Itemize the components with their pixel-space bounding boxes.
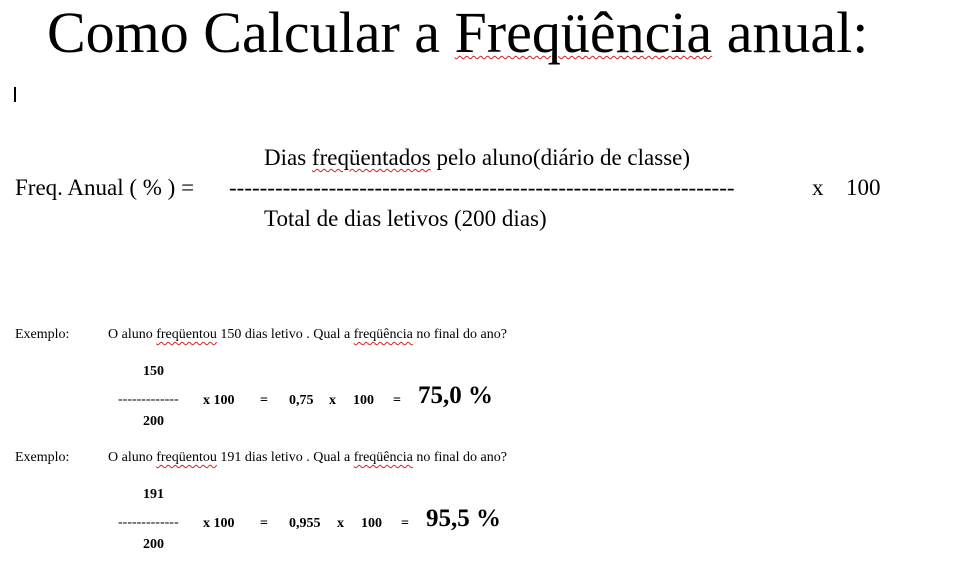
example-hundred: 100 [361, 516, 382, 531]
example-question [108, 326, 507, 344]
question-text: 150 dias letivo . Qual a [216, 327, 354, 342]
example-equals: = [393, 393, 401, 408]
page-title [47, 0, 868, 66]
example-times: x [337, 516, 344, 531]
example-ratio: 0,955 [289, 516, 321, 531]
formula-numerator [264, 143, 690, 173]
example-ratio: 0,75 [289, 393, 314, 408]
formula-numerator-start: Dias [264, 145, 312, 170]
example-label: Exemplo: [15, 327, 70, 342]
example-equals: = [260, 393, 268, 408]
formula-fraction-bar: ------------------------------------------------------------------ [229, 175, 735, 200]
formula-numerator-misspelled: freqüentados [311, 145, 431, 170]
formula-denominator: Total de dias letivos (200 dias) [264, 206, 547, 231]
example-equals: = [401, 516, 409, 531]
example-result: 75,0 % [418, 382, 493, 409]
formula-times: x [812, 175, 824, 200]
example-fraction-bar: ------------- [118, 515, 179, 530]
formula-numerator-end: pelo aluno(diário de classe) [430, 145, 691, 170]
example-times-100: x 100 [203, 516, 235, 531]
example-equals: = [260, 516, 268, 531]
question-text: O aluno [108, 327, 157, 342]
formula-multiplier: 100 [846, 175, 881, 200]
title-text-end: anual: [712, 0, 869, 65]
formula-lhs: Freq. Anual ( % ) = [15, 175, 195, 200]
example-question [108, 449, 507, 467]
example-numerator: 150 [143, 364, 164, 379]
example-label: Exemplo: [15, 450, 70, 465]
question-text: 191 dias letivo . Qual a [216, 450, 354, 465]
example-denominator: 200 [143, 537, 164, 552]
question-text: no final do ano? [412, 327, 507, 342]
question-misspelled: freqüentou [156, 450, 217, 465]
title-text-start: Como Calcular a [47, 0, 455, 65]
example-numerator: 191 [143, 487, 164, 502]
question-misspelled: freqüência [353, 327, 413, 342]
example-hundred: 100 [353, 393, 374, 408]
example-result: 95,5 % [426, 505, 501, 532]
question-misspelled: freqüência [353, 450, 413, 465]
question-text: O aluno [108, 450, 157, 465]
question-text: no final do ano? [412, 450, 507, 465]
example-times-100: x 100 [203, 393, 235, 408]
text-cursor [14, 87, 16, 102]
example-times: x [329, 393, 336, 408]
question-misspelled: freqüentou [156, 327, 217, 342]
example-fraction-bar: ------------- [118, 392, 179, 407]
example-denominator: 200 [143, 414, 164, 429]
title-misspelled-word: Freqüência [454, 0, 713, 65]
